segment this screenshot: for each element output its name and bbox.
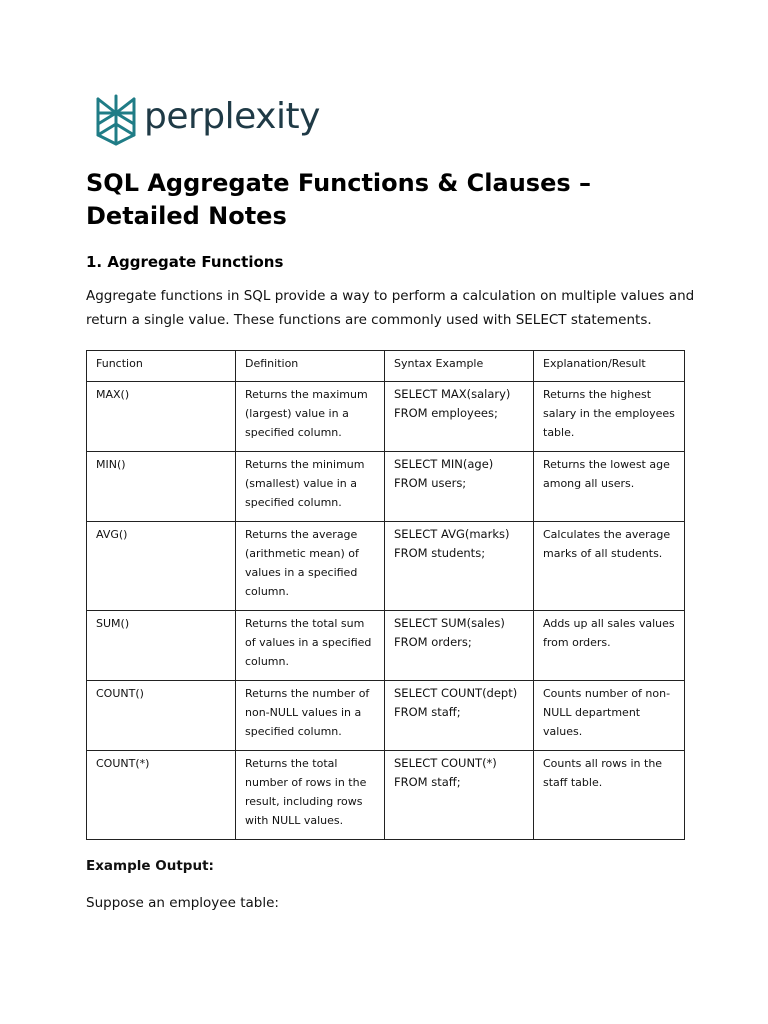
cell-explanation: Calculates the average marks of all students.: [534, 522, 685, 611]
syntax-line: FROM employees;: [394, 406, 498, 420]
table-row: [87, 382, 685, 452]
cell-definition: Returns the total number of rows in the result, including rows with NULL values.: [236, 751, 385, 840]
cell-function: MAX(): [87, 382, 236, 452]
cell-function: SUM(): [87, 611, 236, 681]
table-header-row: [87, 351, 685, 382]
syntax-line: FROM students;: [394, 546, 486, 560]
cell-syntax: [385, 681, 534, 751]
table-row: [87, 522, 685, 611]
table-row: [87, 452, 685, 522]
header-function: Function: [87, 351, 236, 382]
cell-syntax: [385, 522, 534, 611]
cell-explanation: Counts all rows in the staff table.: [534, 751, 685, 840]
syntax-line: SELECT AVG(marks): [394, 527, 510, 541]
cell-function: AVG(): [87, 522, 236, 611]
cell-function: MIN(): [87, 452, 236, 522]
cell-explanation: Returns the lowest age among all users.: [534, 452, 685, 522]
aggregate-functions-table: [86, 350, 685, 840]
syntax-line: SELECT MAX(salary): [394, 387, 511, 401]
cell-syntax: [385, 751, 534, 840]
syntax-line: SELECT COUNT(*): [394, 756, 497, 770]
cell-explanation: Counts number of non-NULL department values.: [534, 681, 685, 751]
table-row: [87, 611, 685, 681]
cell-explanation: Returns the highest salary in the employees table.: [534, 382, 685, 452]
syntax-line: FROM orders;: [394, 635, 472, 649]
example-output-label: Example Output:: [86, 858, 214, 874]
header-definition: Definition: [236, 351, 385, 382]
section-heading: 1. Aggregate Functions: [86, 253, 284, 271]
syntax-line: FROM staff;: [394, 705, 461, 719]
syntax-line: FROM staff;: [394, 775, 461, 789]
cell-syntax: [385, 452, 534, 522]
syntax-line: SELECT COUNT(dept): [394, 686, 518, 700]
intro-paragraph: Aggregate functions in SQL provide a way to perform a calculation on multiple values and return a single value. These functions are commonly used with SELECT statements.: [86, 288, 695, 328]
cell-definition: Returns the total sum of values in a specified column.: [236, 611, 385, 681]
syntax-line: SELECT MIN(age): [394, 457, 494, 471]
cell-definition: Returns the maximum (largest) value in a specified column.: [236, 382, 385, 452]
cell-explanation: Adds up all sales values from orders.: [534, 611, 685, 681]
cell-definition: Returns the number of non-NULL values in a specified column.: [236, 681, 385, 751]
syntax-line: SELECT SUM(sales): [394, 616, 505, 630]
cell-syntax: [385, 382, 534, 452]
table-row: [87, 681, 685, 751]
cell-definition: Returns the minimum (smallest) value in a specified column.: [236, 452, 385, 522]
header-explanation: Explanation/Result: [534, 351, 685, 382]
cell-function: COUNT(*): [87, 751, 236, 840]
perplexity-logo-icon: [94, 94, 138, 146]
syntax-line: FROM users;: [394, 476, 467, 490]
document-title: SQL Aggregate Functions & Clauses – Detailed Notes: [86, 169, 591, 230]
cell-function: COUNT(): [87, 681, 236, 751]
brand-logo: [94, 94, 320, 146]
table-row: [87, 751, 685, 840]
cell-syntax: [385, 611, 534, 681]
header-syntax-example: Syntax Example: [385, 351, 534, 382]
example-text: Suppose an employee table:: [86, 895, 279, 911]
brand-name: perplexity: [144, 96, 320, 137]
cell-definition: Returns the average (arithmetic mean) of values in a specified column.: [236, 522, 385, 611]
